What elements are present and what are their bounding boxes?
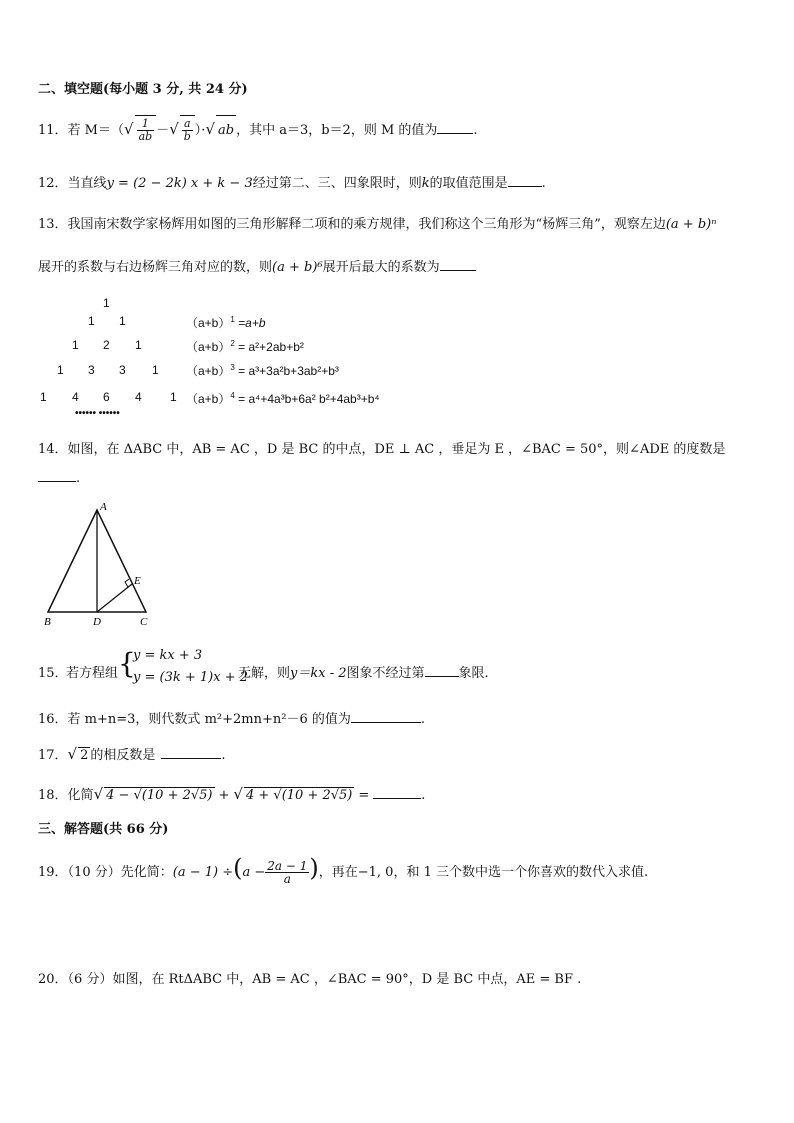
expansion-rhs: = a³+3a²b+3ab²+b³ [234, 364, 339, 378]
q14-text: 如图，在 ΔABC 中，AB = AC ，D 是 BC 的中点，DE ⊥ AC ，垂足为 E ，∠BAC = 50°，则∠ADE 的度数是 [67, 442, 726, 457]
triangle-number: 1 [152, 363, 159, 377]
section-2-title: 二、填空题(每小题 3 分, 共 24 分) [38, 82, 248, 97]
q11-frac1-den: ab [138, 130, 153, 143]
expansion-lhs: （a+b） [186, 392, 231, 406]
q18-term1: 4 − √(10 + 2√5) [106, 788, 213, 803]
q15-tail [238, 662, 489, 681]
q13-line2-expr: (a + b)⁶ [272, 260, 323, 275]
q20-number: 20． [38, 972, 68, 987]
expansion-lhs: （a+b） [186, 316, 231, 330]
q16-text: 若 m+n=3，则代数式 m²+2mn+n²－6 的值为 [67, 712, 351, 727]
q18-number: 18． [38, 788, 68, 803]
label-e: E [134, 575, 141, 587]
q13-line1: 我国南宋数学家杨辉用如图的三角形解释二项和的乘方规律，我们称这个三角形为“杨辉三角”，观察左边 [67, 217, 666, 232]
paren-close-icon: ) [309, 854, 319, 882]
q12-mid: 经过第二、三、四象限时，则 [252, 176, 422, 191]
q13-line2-pre: 展开的系数与右边杨辉三角对应的数，则 [38, 260, 273, 275]
segment-de [97, 584, 132, 612]
question-11 [38, 114, 478, 144]
q13-line1-tail: (a + b)ⁿ [665, 217, 717, 232]
section-3-title: 三、解答题(共 66 分) [38, 822, 169, 837]
sqrt-symbol-icon: √ [124, 120, 134, 138]
q19-score: （10 分） [67, 865, 121, 880]
triangle-number: 3 [119, 363, 126, 377]
sqrt-symbol-icon: √ [233, 785, 243, 803]
triangle-number: 1 [57, 363, 64, 377]
question-14 [38, 438, 725, 457]
q19-frac-num: 2a − 1 [267, 859, 308, 873]
triangle-number: 1 [135, 338, 142, 352]
expansion-rhs: = a⁴+4a³b+6a² b²+4ab³+b⁴ [234, 392, 380, 406]
q20-score: （6 分） [67, 972, 113, 987]
label-a: A [100, 501, 107, 513]
q12-number: 12． [38, 176, 68, 191]
label-b: B [44, 616, 51, 628]
triangle-number: 1 [170, 390, 177, 404]
q17-number: 17． [38, 748, 68, 763]
triangle-number: 4 [72, 390, 79, 404]
question-13-line2 [38, 256, 476, 275]
expansion-power: 4 [230, 391, 235, 400]
q15-pre: 若方程组 [66, 666, 119, 681]
expansion-2 [186, 338, 304, 355]
label-d: D [93, 616, 101, 628]
sqrt-symbol-icon: √ [93, 785, 104, 803]
q11-frac2-num: a [182, 118, 193, 131]
sqrt-symbol-icon: √ [67, 745, 78, 763]
q15-equation-1: y = kx + 3 [133, 648, 203, 663]
expansion-lhs: （a+b） [186, 364, 231, 378]
question-12 [38, 172, 546, 191]
q15-number: 15． [38, 666, 68, 681]
expansion-power: 3 [230, 363, 235, 372]
expansion-rhs: = a²+2ab+b² [234, 340, 304, 354]
expansion-power: 2 [230, 339, 235, 348]
label-c: C [140, 616, 148, 628]
q20-text: 如图，在 RtΔABC 中，AB = AC ，∠BAC = 90°，D 是 BC 中点，AE = BF . [112, 972, 582, 987]
triangle-number: 4 [135, 390, 142, 404]
triangle-number: 6 [103, 390, 110, 404]
q13-answer-blank [440, 257, 476, 271]
q17-text: 的相反数是 [90, 748, 156, 763]
q11-frac2-den: b [183, 130, 191, 143]
q14-answer-blank [38, 468, 76, 482]
brace-icon: { [118, 647, 136, 680]
q11-end: . [473, 123, 478, 138]
q11-frac1-num: 1 [137, 118, 155, 131]
q14-number: 14． [38, 442, 68, 457]
triangle-dots: •••••• •••••• [75, 408, 120, 419]
q18-equals: = [358, 788, 370, 803]
q11-minus: － [156, 123, 170, 138]
q12-pre: 当直线 [67, 176, 107, 191]
q18-answer-blank [373, 785, 421, 799]
q15-post: 图象不经过第 [346, 666, 425, 681]
expansion-power: 1 [230, 315, 235, 324]
q11-sqrt-ab: ab [216, 115, 236, 146]
q15-answer-blank [425, 663, 459, 677]
q14-answer-line [38, 468, 80, 486]
q19-frac-den: a [283, 872, 291, 886]
question-13-line1 [38, 213, 717, 232]
question-18 [38, 784, 425, 803]
triangle-number: 2 [103, 338, 110, 352]
q13-line2-post: 展开后最大的系数为 [322, 260, 440, 275]
q19-expr-a: a − [242, 865, 266, 880]
q18-end: . [421, 788, 426, 803]
q11-pre: 若 M＝（ [67, 123, 124, 138]
q19-number: 19． [38, 865, 68, 880]
question-17 [38, 744, 226, 763]
triangle-number: 3 [88, 363, 95, 377]
q17-end: . [221, 748, 226, 763]
triangle-number: 1 [88, 314, 95, 328]
q19-pre: 先化简： [120, 865, 173, 880]
q14-end: . [76, 471, 81, 486]
q15-equation-2: y = (3k + 1)x + 2 [133, 670, 248, 685]
q11-number: 11． [38, 123, 68, 138]
q18-term2: 4 + √(10 + 2√5) [245, 788, 353, 803]
sqrt-symbol-icon: √ [205, 120, 215, 138]
expansion-rhs: =a+b [234, 316, 266, 330]
expansion-lhs: （a+b） [186, 340, 231, 354]
q16-end: . [420, 712, 425, 727]
q15-mid: 无解，则 [238, 666, 291, 681]
q12-end: . [541, 176, 546, 191]
q12-k: k [421, 176, 430, 191]
right-angle-mark-icon [125, 579, 129, 587]
question-19 [38, 848, 648, 888]
triangle-number: 1 [103, 296, 110, 310]
triangle-number: 1 [40, 390, 47, 404]
q19-expr-left: (a − 1) ÷ [172, 865, 234, 880]
q11-answer-blank [437, 120, 473, 134]
q15-line: y＝kx - 2 [290, 666, 347, 681]
question-16 [38, 708, 425, 727]
expansion-3 [186, 362, 339, 379]
q13-number: 13． [38, 217, 68, 232]
q12-answer-blank [508, 173, 542, 187]
expansion-4 [186, 390, 380, 407]
q16-answer-blank [351, 709, 421, 723]
triangle-number: 1 [72, 338, 79, 352]
q15-end: 象限. [458, 666, 489, 681]
q11-post: ，其中 a＝3，b＝2，则 M 的值为 [236, 123, 438, 138]
paren-open-icon: ( [233, 854, 243, 882]
q12-formula: y = (2 − 2k) x + k − 3 [106, 176, 253, 191]
q17-answer-blank [161, 745, 221, 759]
q19-post: ，再在−1, 0，和 1 三个数中选一个你喜欢的数代入求值. [318, 865, 649, 880]
q18-plus: + [218, 788, 230, 803]
triangle-number: 1 [119, 314, 126, 328]
q16-number: 16． [38, 712, 68, 727]
q18-pre: 化简 [67, 788, 94, 803]
question-20 [38, 968, 581, 987]
q17-sqrt: 2 [80, 748, 89, 763]
expansion-1 [186, 314, 266, 331]
q12-post: 的取值范围是 [429, 176, 508, 191]
q11-mid: ）· [194, 123, 206, 138]
triangle-figure [36, 498, 160, 630]
sqrt-symbol-icon: √ [169, 120, 179, 138]
